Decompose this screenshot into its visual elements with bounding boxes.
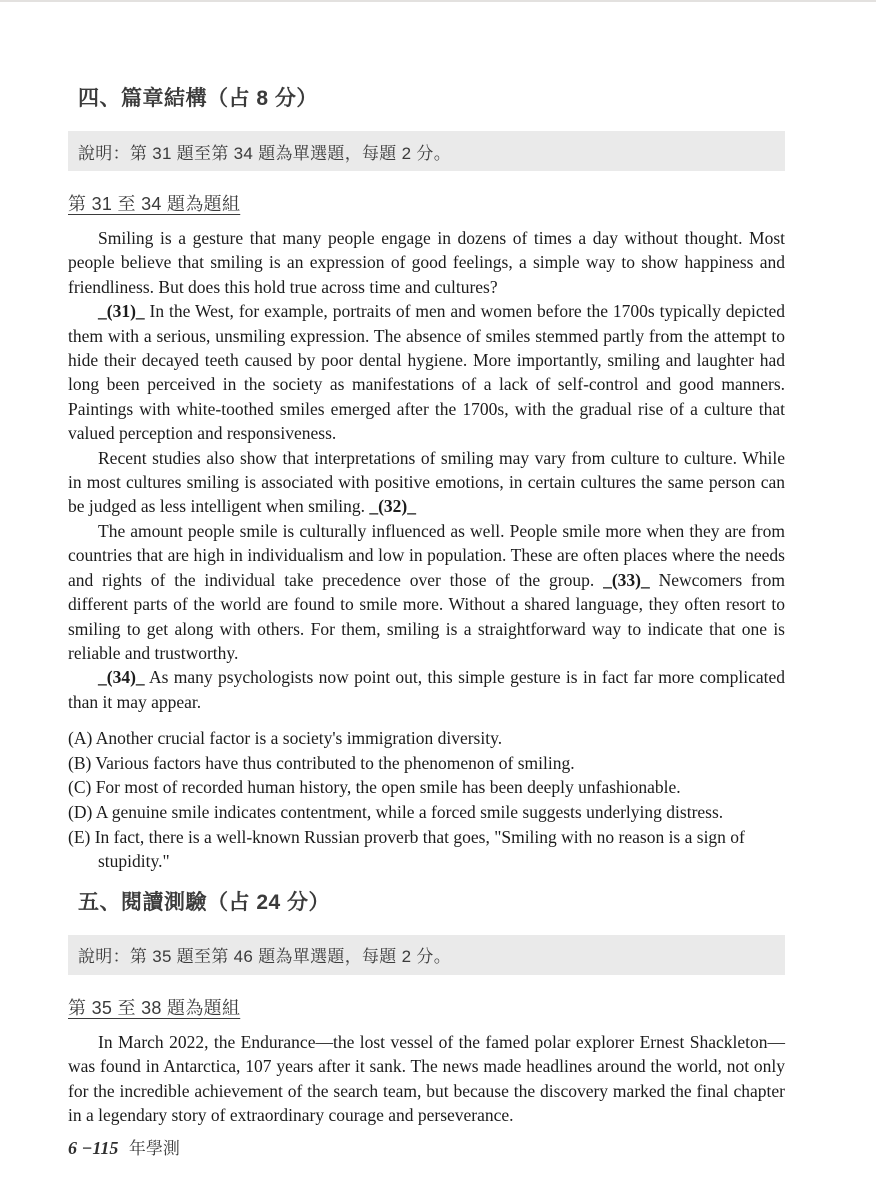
- section-structure-title: 四、篇章結構（占 8 分）: [78, 87, 318, 110]
- passage-text: In March 2022, the Endurance—the lost vessel of the famed polar explorer Ernest Shackleton—was found in Antarctica, 107 years after it sank. The news made headlines around the world, not only for the incredible achievement of the search team, but because the discovery marked the final chapter in a legendary story of extraordinary courage and perseverance.: [68, 1031, 785, 1125]
- option-row: [68, 825, 785, 874]
- blank-marker: _(31)_: [98, 301, 145, 322]
- passage-paragraph: [68, 1030, 785, 1128]
- passage-paragraph: [68, 299, 785, 445]
- option-row: [68, 800, 785, 825]
- page-number: 6 −115: [68, 1138, 119, 1159]
- group-heading-35-38: 第 35 至 38 題為題組: [68, 997, 241, 1018]
- passage-paragraph: [68, 446, 785, 519]
- option-row: [68, 726, 785, 751]
- option-text: A genuine smile indicates contentment, while a forced smile suggests underlying distress.: [95, 801, 724, 822]
- option-row: [68, 775, 785, 800]
- blank-marker: _(32)_: [369, 496, 417, 517]
- section-structure: [68, 0, 785, 874]
- instruction-text: 說明：第 35 題至第 46 題為單選題，每題 2 分。: [78, 947, 452, 967]
- section-reading-title: 五、閱讀測驗（占 24 分）: [78, 890, 331, 914]
- option-text: Various factors have thus contributed to the phenomenon of smiling.: [95, 752, 575, 773]
- page-footer: [68, 1137, 785, 1161]
- option-label: (C): [68, 777, 92, 798]
- option-label: (E): [68, 826, 91, 847]
- options-list: [68, 726, 785, 874]
- passage-text: Recent studies also show that interpretations of smiling may vary from culture to culture. While in most cultures smiling is associated with positive emotions, in certain cultures the same person can be judged as less intelligent when smiling.: [68, 447, 785, 517]
- exam-name: 年學測: [128, 1139, 180, 1159]
- option-label: (D): [68, 801, 93, 822]
- passage-text: The amount people smile is culturally influenced as well. People smile more when they are from countries that are high in individualism and low in population. These are often places where the needs and rights of the individual take precedence over those of the group.: [68, 520, 785, 590]
- option-text: In fact, there is a well-known Russian proverb that goes, "Smiling with no reason is a sign of stupidity.": [94, 826, 745, 872]
- passage-smiling: [68, 226, 785, 714]
- option-label: (B): [68, 752, 92, 773]
- option-row: [68, 751, 785, 776]
- option-label: (A): [68, 728, 93, 749]
- page-top-edge: [0, 0, 876, 2]
- passage-paragraph: [68, 226, 785, 299]
- passage-paragraph: [68, 665, 785, 714]
- option-text: For most of recorded human history, the open smile has been deeply unfashionable.: [95, 777, 681, 798]
- instruction-bar: [68, 131, 785, 171]
- passage-text: In the West, for example, portraits of men and women before the 1700s typically depicted them with a serious, unsmiling expression. The absence of smiles stemmed partly from the attempt to hide their decayed teeth caused by poor dental hygiene. More importantly, smiling and laughter had long been perceived in the society as manifestations of a lack of self-control and good manners. Paintings with white-toothed smiles emerged after the 1700s, with the gradual rise of a culture that valued perception and responsiveness.: [68, 301, 785, 444]
- instruction-bar: [68, 935, 785, 975]
- section-reading: [68, 890, 785, 1128]
- group-heading-31-34: 第 31 至 34 題為題組: [68, 194, 241, 214]
- instruction-text: 說明：第 31 題至第 34 題為單選題，每題 2 分。: [78, 143, 452, 163]
- blank-marker: _(33)_: [603, 569, 650, 590]
- passage-text: Newcomers from different parts of the world are found to smile more. Without a shared language, they often resort to smiling to get along with others. For them, smiling is a straightforward way to indicate that one is reliable and trustworthy.: [68, 569, 785, 663]
- option-text: Another crucial factor is a society's immigration diversity.: [95, 728, 503, 749]
- passage-paragraph: [68, 519, 785, 665]
- passage-text: Smiling is a gesture that many people engage in dozens of times a day without thought. Most people believe that smiling is an expression of good feelings, a simple way to show happiness and friendliness. But does this hold true across time and cultures?: [68, 228, 785, 297]
- passage-endurance: [68, 1030, 785, 1128]
- blank-marker: _(34)_: [98, 667, 145, 688]
- passage-text: As many psychologists now point out, this simple gesture is in fact far more complicated than it may appear.: [68, 667, 785, 712]
